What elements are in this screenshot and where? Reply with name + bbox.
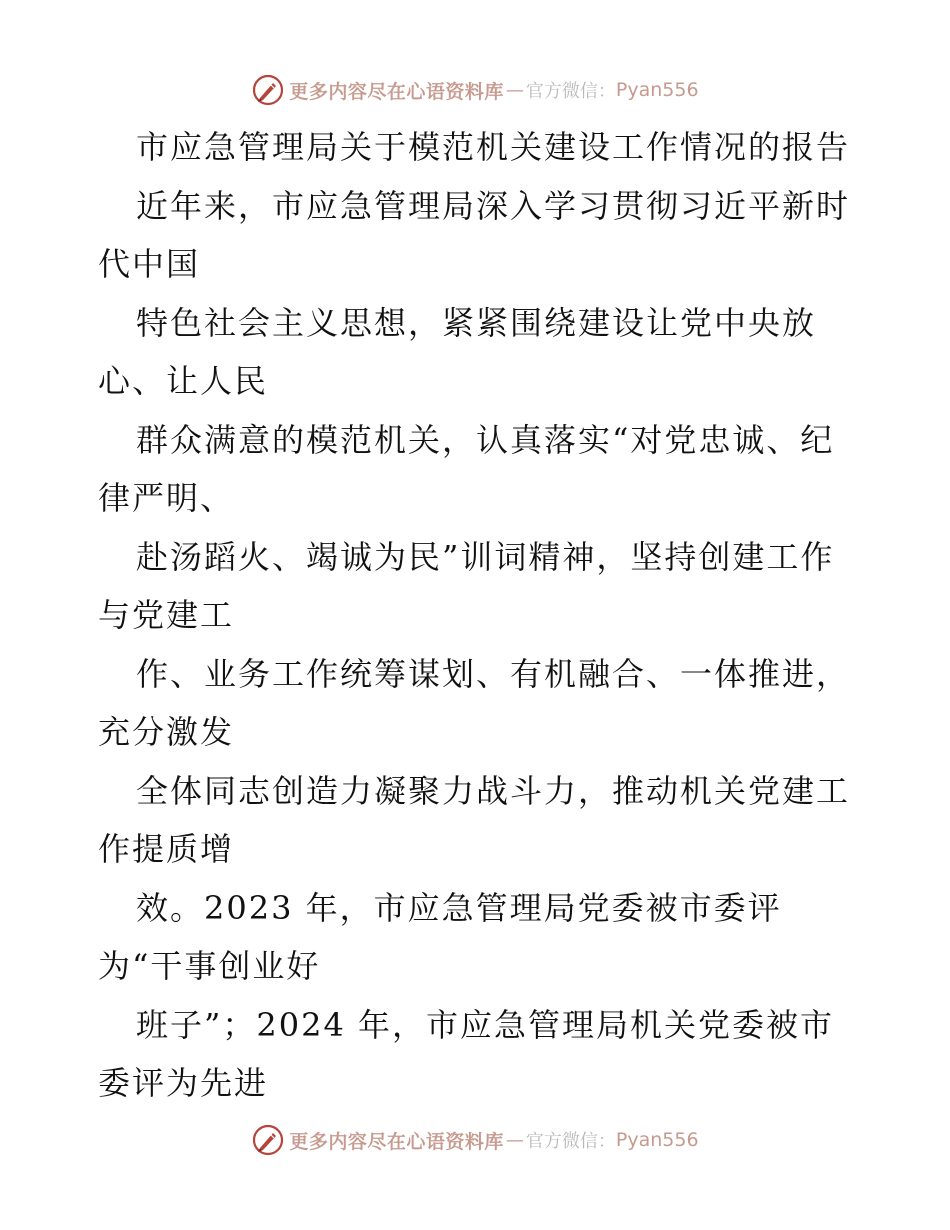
watermark-wechat-id: Pyan556 [615,1129,699,1151]
footer-watermark-banner [0,1120,950,1160]
text-line: 赴汤蹈火、竭诚为民”训词精神，坚持创建工作 [136,537,835,576]
text-line: 班子”；2024 年，市应急管理局机关党委被市 [136,1005,834,1044]
text-line: 全体同志创造力凝聚力战斗力，推动机关党建工 [136,771,851,810]
text-line: 委评为先进 [98,1064,269,1102]
text-line: 效。2023 年，市应急管理局党委被市委评 [136,888,782,927]
text-line: 近年来，市应急管理局深入学习贯彻习近平新时 [136,186,851,225]
watermark-dash: — [505,79,524,101]
watermark-main-text: 更多内容尽在心语资料库 [289,80,504,103]
text-line: 群众满意的模范机关，认真落实“对党忠诚、纪 [136,420,835,459]
watermark-wechat-id: Pyan556 [615,79,699,101]
watermark-wechat-label: 官方微信： [525,1131,616,1152]
text-line: 与党建工 [98,596,235,634]
document-body [98,118,858,1113]
watermark-main-text: 更多内容尽在心语资料库 [289,1130,504,1153]
header-watermark-banner [0,70,950,110]
text-line: 心、让人民 [98,362,269,400]
document-title: 市应急管理局关于模范机关建设工作情况的报告 [136,128,851,166]
text-line: 特色社会主义思想，紧紧围绕建设让党中央放 [136,303,817,342]
text-line: 作、业务工作统筹谋划、有机融合、一体推进， [136,654,851,693]
text-line: 作提质增 [98,830,235,868]
watermark-wechat-label: 官方微信： [525,81,616,102]
pen-logo-icon [251,73,285,107]
pen-logo-icon [251,1123,285,1157]
text-line: 充分激发 [98,713,235,751]
watermark-dash: — [505,1129,524,1151]
text-line: 代中国 [98,245,201,283]
text-line: 律严明、 [98,479,235,517]
text-line: 为“干事创业好 [98,947,321,985]
